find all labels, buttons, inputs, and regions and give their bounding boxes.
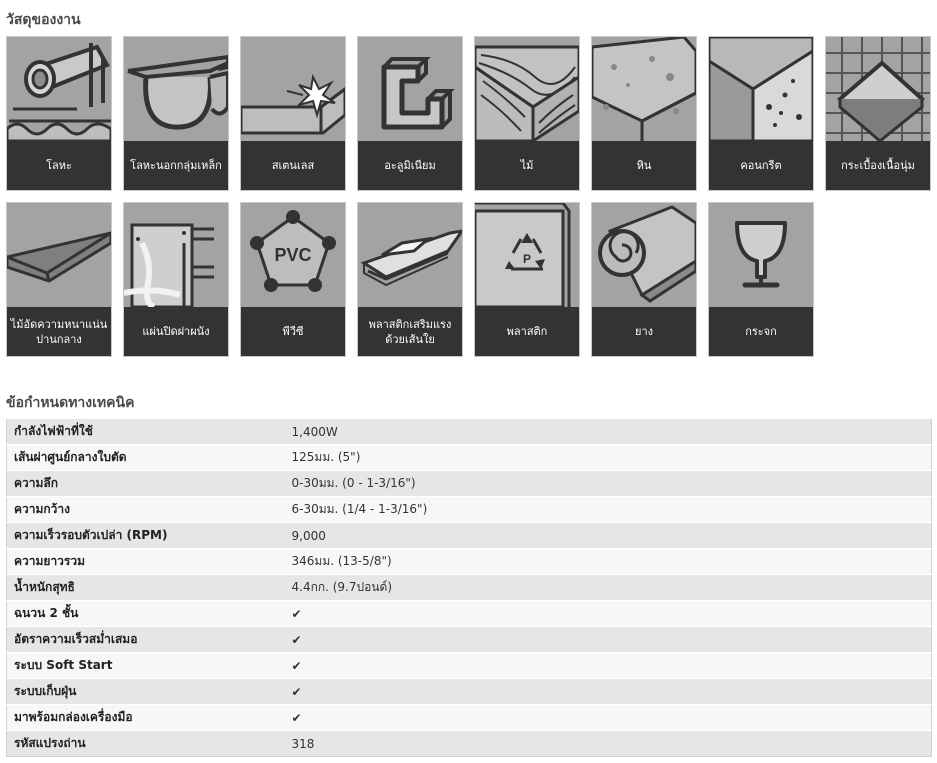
spec-value: 346มม. (13-5/8")	[285, 549, 932, 575]
material-tile-stone[interactable]	[591, 36, 697, 191]
material-tile-aluminium[interactable]	[357, 36, 463, 191]
spec-value: 0-30มม. (0 - 1-3/16")	[285, 471, 932, 497]
material-label: ยาง	[592, 307, 696, 356]
spec-label: ความลึก	[7, 471, 285, 497]
spec-label: ความกว้าง	[7, 497, 285, 523]
material-tile-non-ferrous[interactable]	[123, 36, 229, 191]
table-row	[7, 627, 932, 653]
spec-label: อัตราความเร็วสม่ำเสมอ	[7, 627, 285, 653]
material-tile-concrete[interactable]	[708, 36, 814, 191]
table-row	[7, 497, 932, 523]
material-tile-metal[interactable]	[6, 36, 112, 191]
recycle-text: P	[522, 252, 532, 266]
wood-icon	[475, 37, 579, 141]
table-row	[7, 523, 932, 549]
check-icon: ✔	[285, 653, 932, 679]
material-tile-mdf[interactable]	[6, 202, 112, 357]
tile-icon	[826, 37, 930, 141]
material-label: หิน	[592, 141, 696, 190]
material-label: ไม้อัดความหนาแน่นปานกลาง	[7, 307, 111, 356]
boat-icon	[358, 203, 462, 307]
material-label: คอนกรีต	[709, 141, 813, 190]
material-label: อะลูมิเนียม	[358, 141, 462, 190]
material-label: ไม้	[475, 141, 579, 190]
mdf-board-icon	[7, 203, 111, 307]
material-label: โลหะนอกกลุ่มเหล็ก	[124, 141, 228, 190]
material-label: โลหะ	[7, 141, 111, 190]
check-icon: ✔	[285, 705, 932, 731]
spec-value: 9,000	[285, 523, 932, 549]
table-row	[7, 549, 932, 575]
spec-label: ความเร็วรอบตัวเปล่า (RPM)	[7, 523, 285, 549]
material-tile-drywall[interactable]	[123, 202, 229, 357]
material-label: พลาสติก	[475, 307, 579, 356]
pvc-text: PVC	[274, 245, 312, 265]
material-tile-frp[interactable]	[357, 202, 463, 357]
spec-value: 125มม. (5")	[285, 445, 932, 471]
material-tile-pvc[interactable]	[240, 202, 346, 357]
specs-table	[6, 418, 932, 757]
spec-label: ระบบ Soft Start	[7, 653, 285, 679]
spec-label: กำลังไฟฟ้าที่ใช้	[7, 419, 285, 445]
spec-value: 318	[285, 731, 932, 757]
spec-label: ระบบเก็บฝุ่น	[7, 679, 285, 705]
concrete-icon	[709, 37, 813, 141]
spec-value: 1,400W	[285, 419, 932, 445]
glass-icon	[709, 203, 813, 307]
material-tile-plastic[interactable]	[474, 202, 580, 357]
stone-icon	[592, 37, 696, 141]
table-row	[7, 419, 932, 445]
plastic-recycle-icon	[475, 203, 579, 307]
material-label: กระจก	[709, 307, 813, 356]
material-label: พลาสติกเสริมแรงด้วยเส้นใย	[358, 307, 462, 356]
material-tile-soft-tile[interactable]	[825, 36, 931, 191]
spec-label: ฉนวน 2 ชั้น	[7, 601, 285, 627]
check-icon: ✔	[285, 601, 932, 627]
material-tile-wood[interactable]	[474, 36, 580, 191]
material-tile-stainless[interactable]	[240, 36, 346, 191]
spec-label: เส้นผ่าศูนย์กลางใบตัด	[7, 445, 285, 471]
drywall-icon	[124, 203, 228, 307]
spec-value: 4.4กก. (9.7ปอนด์)	[285, 575, 932, 601]
specs-title: ข้อกำหนดทางเทคนิค	[6, 395, 135, 411]
material-tile-rubber[interactable]	[591, 202, 697, 357]
table-row	[7, 705, 932, 731]
material-label: แผ่นปิดฝาผนัง	[124, 307, 228, 356]
spec-value: 6-30มม. (1/4 - 1-3/16")	[285, 497, 932, 523]
material-label: พีวีซี	[241, 307, 345, 356]
material-tile-glass[interactable]	[708, 202, 814, 357]
spec-label: ความยาวรวม	[7, 549, 285, 575]
aluminium-profile-icon	[358, 37, 462, 141]
metal-pipe-icon	[7, 37, 111, 141]
check-icon: ✔	[285, 627, 932, 653]
table-row	[7, 731, 932, 757]
table-row	[7, 653, 932, 679]
spec-label: มาพร้อมกล่องเครื่องมือ	[7, 705, 285, 731]
table-row	[7, 601, 932, 627]
pvc-icon	[241, 203, 345, 307]
materials-title: วัสดุของงาน	[6, 12, 81, 28]
stainless-sheet-icon	[241, 37, 345, 141]
check-icon: ✔	[285, 679, 932, 705]
spec-label: น้ำหนักสุทธิ	[7, 575, 285, 601]
table-row	[7, 679, 932, 705]
rubber-roll-icon	[592, 203, 696, 307]
spec-label: รหัสแปรงถ่าน	[7, 731, 285, 757]
gutter-icon	[124, 37, 228, 141]
table-row	[7, 471, 932, 497]
material-label: สเตนเลส	[241, 141, 345, 190]
table-row	[7, 445, 932, 471]
table-row	[7, 575, 932, 601]
material-label: กระเบื้องเนื้อนุ่ม	[826, 141, 930, 190]
